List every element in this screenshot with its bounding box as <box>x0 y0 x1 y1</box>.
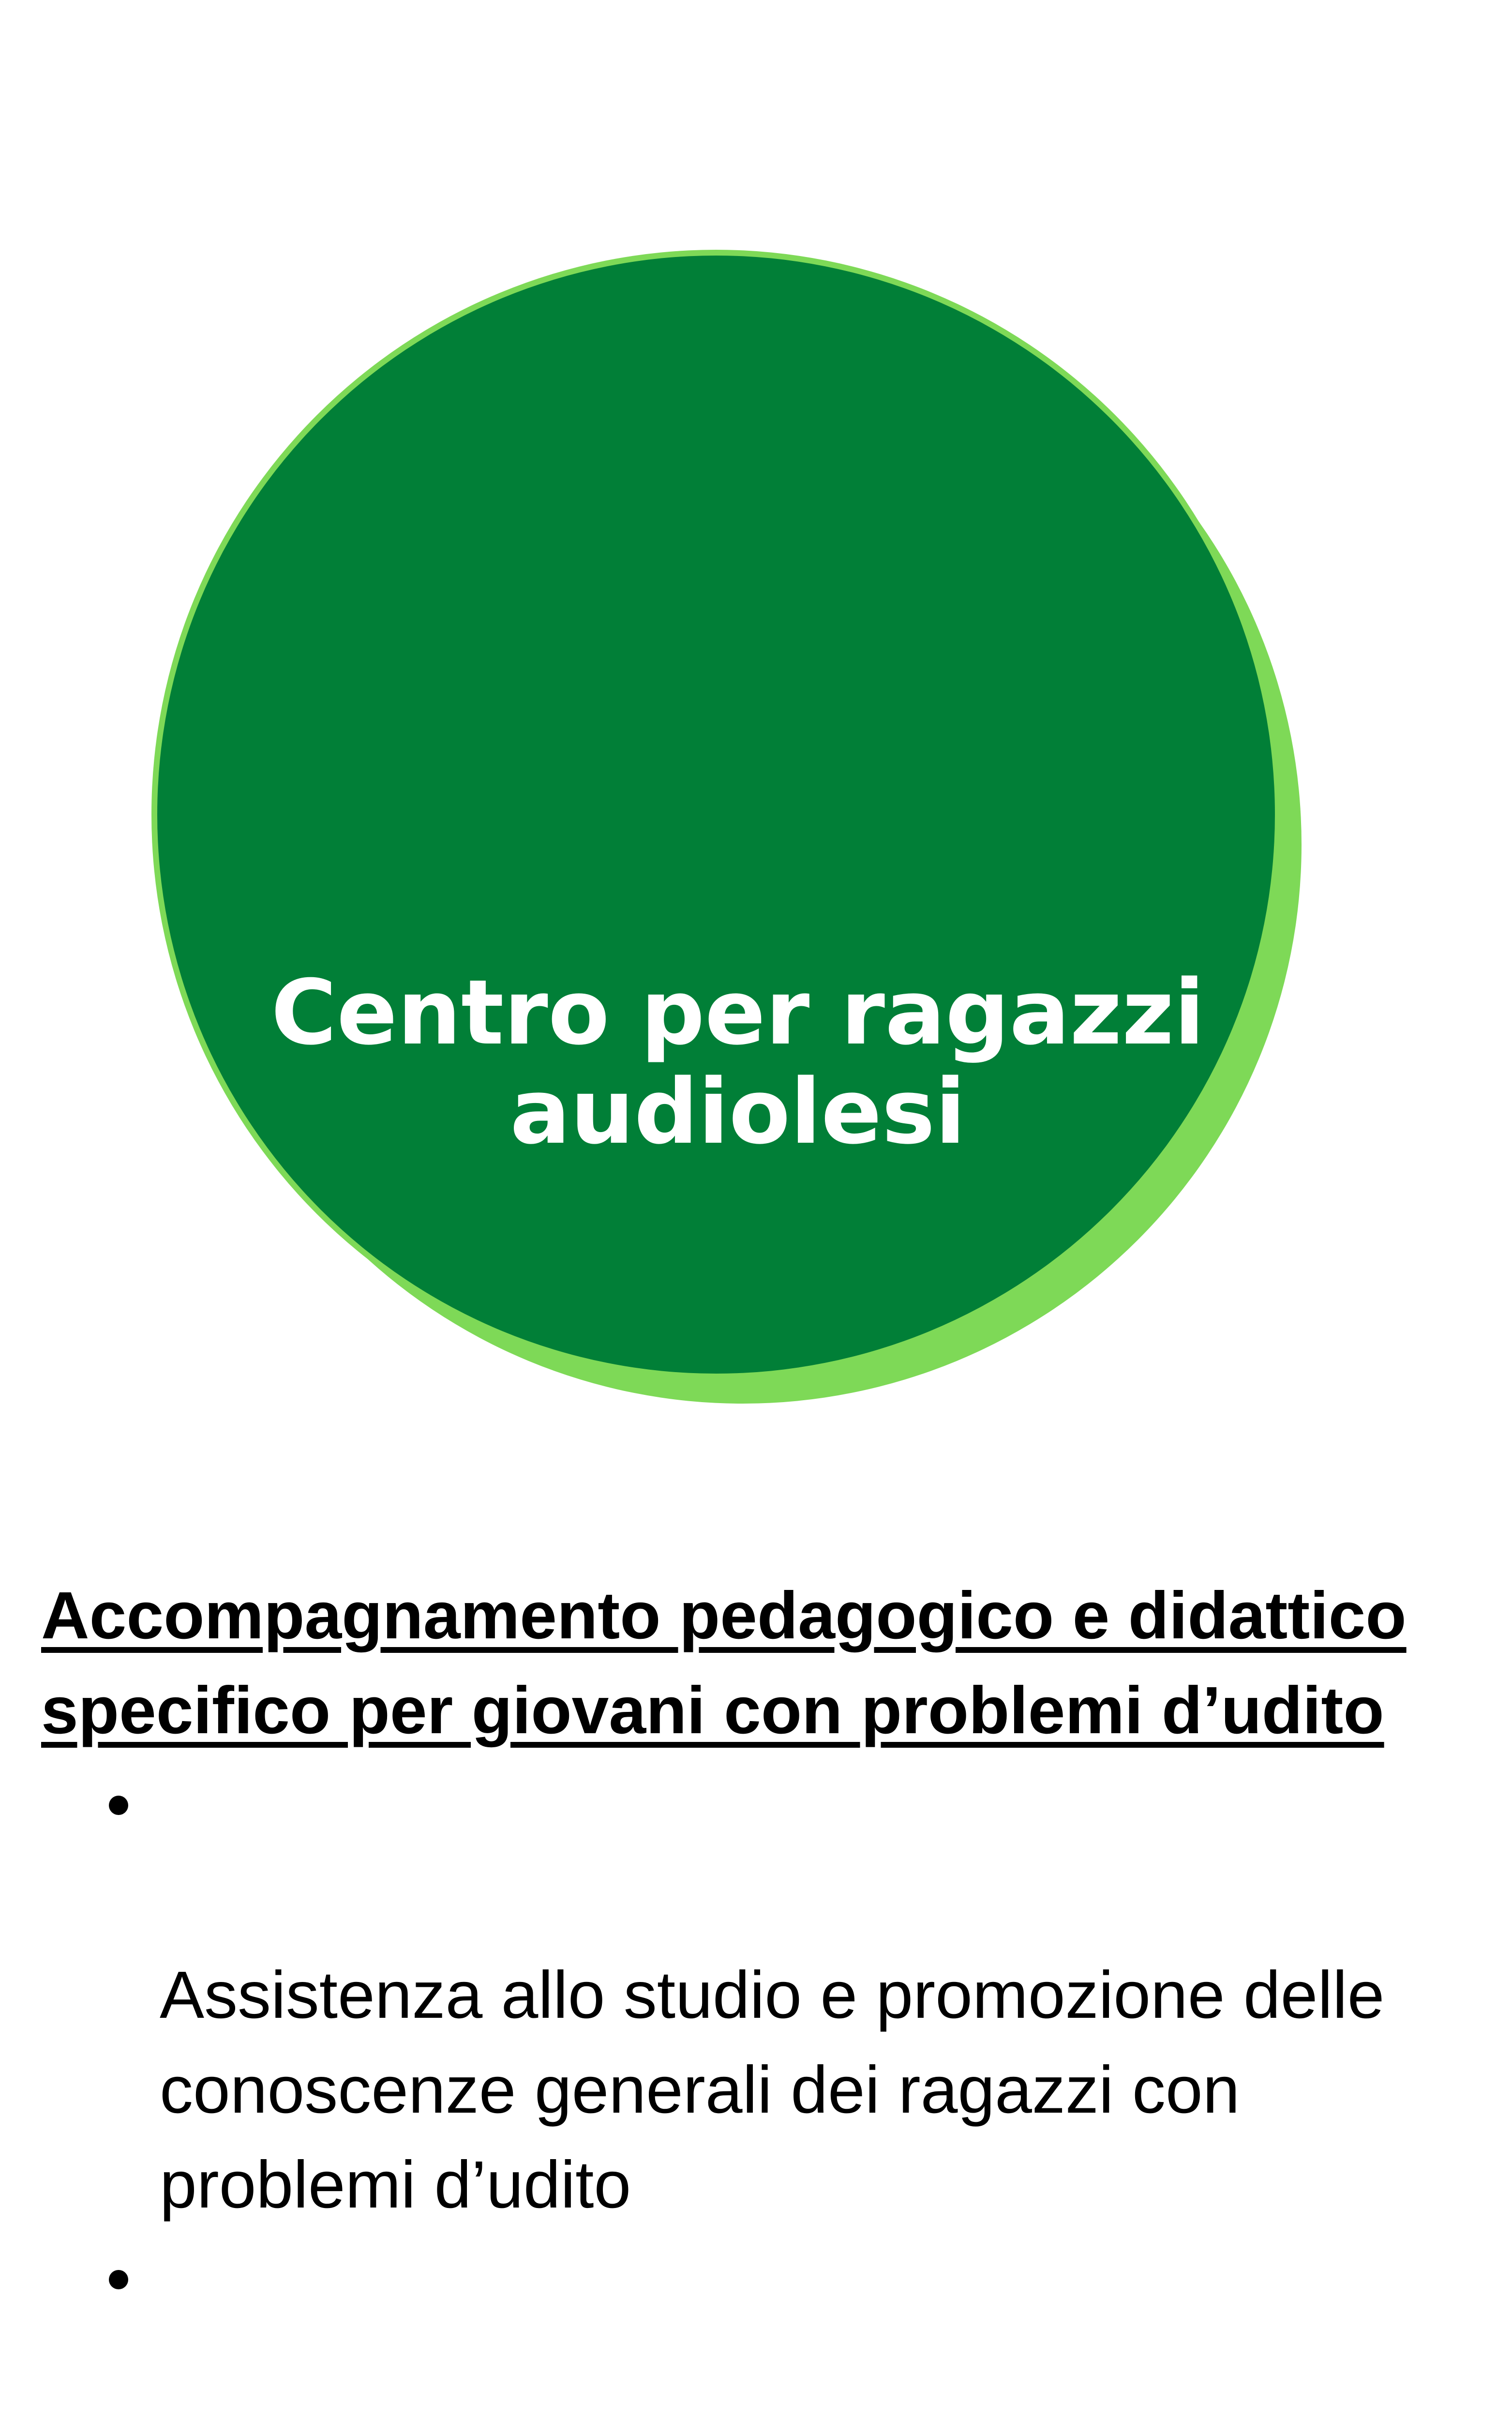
services-list <box>41 1758 1473 2420</box>
list-item-text: Assistenza allo studio e promozione delle conoscenze generali dei ragazzi con problemi d’udito <box>160 1958 1385 2222</box>
services-section <box>41 1568 1473 2420</box>
list-item <box>41 1758 1473 2232</box>
bullet-icon <box>109 1796 128 1815</box>
title-circle <box>157 256 1275 1374</box>
section-heading: Accompagnamento pedagogico e didattico specifico per giovani con problemi d’udito <box>41 1578 1407 1748</box>
page-title: Centro per ragazzi audiolesi <box>271 960 1205 1164</box>
bullet-icon <box>109 2270 128 2289</box>
list-item <box>41 2232 1473 2420</box>
